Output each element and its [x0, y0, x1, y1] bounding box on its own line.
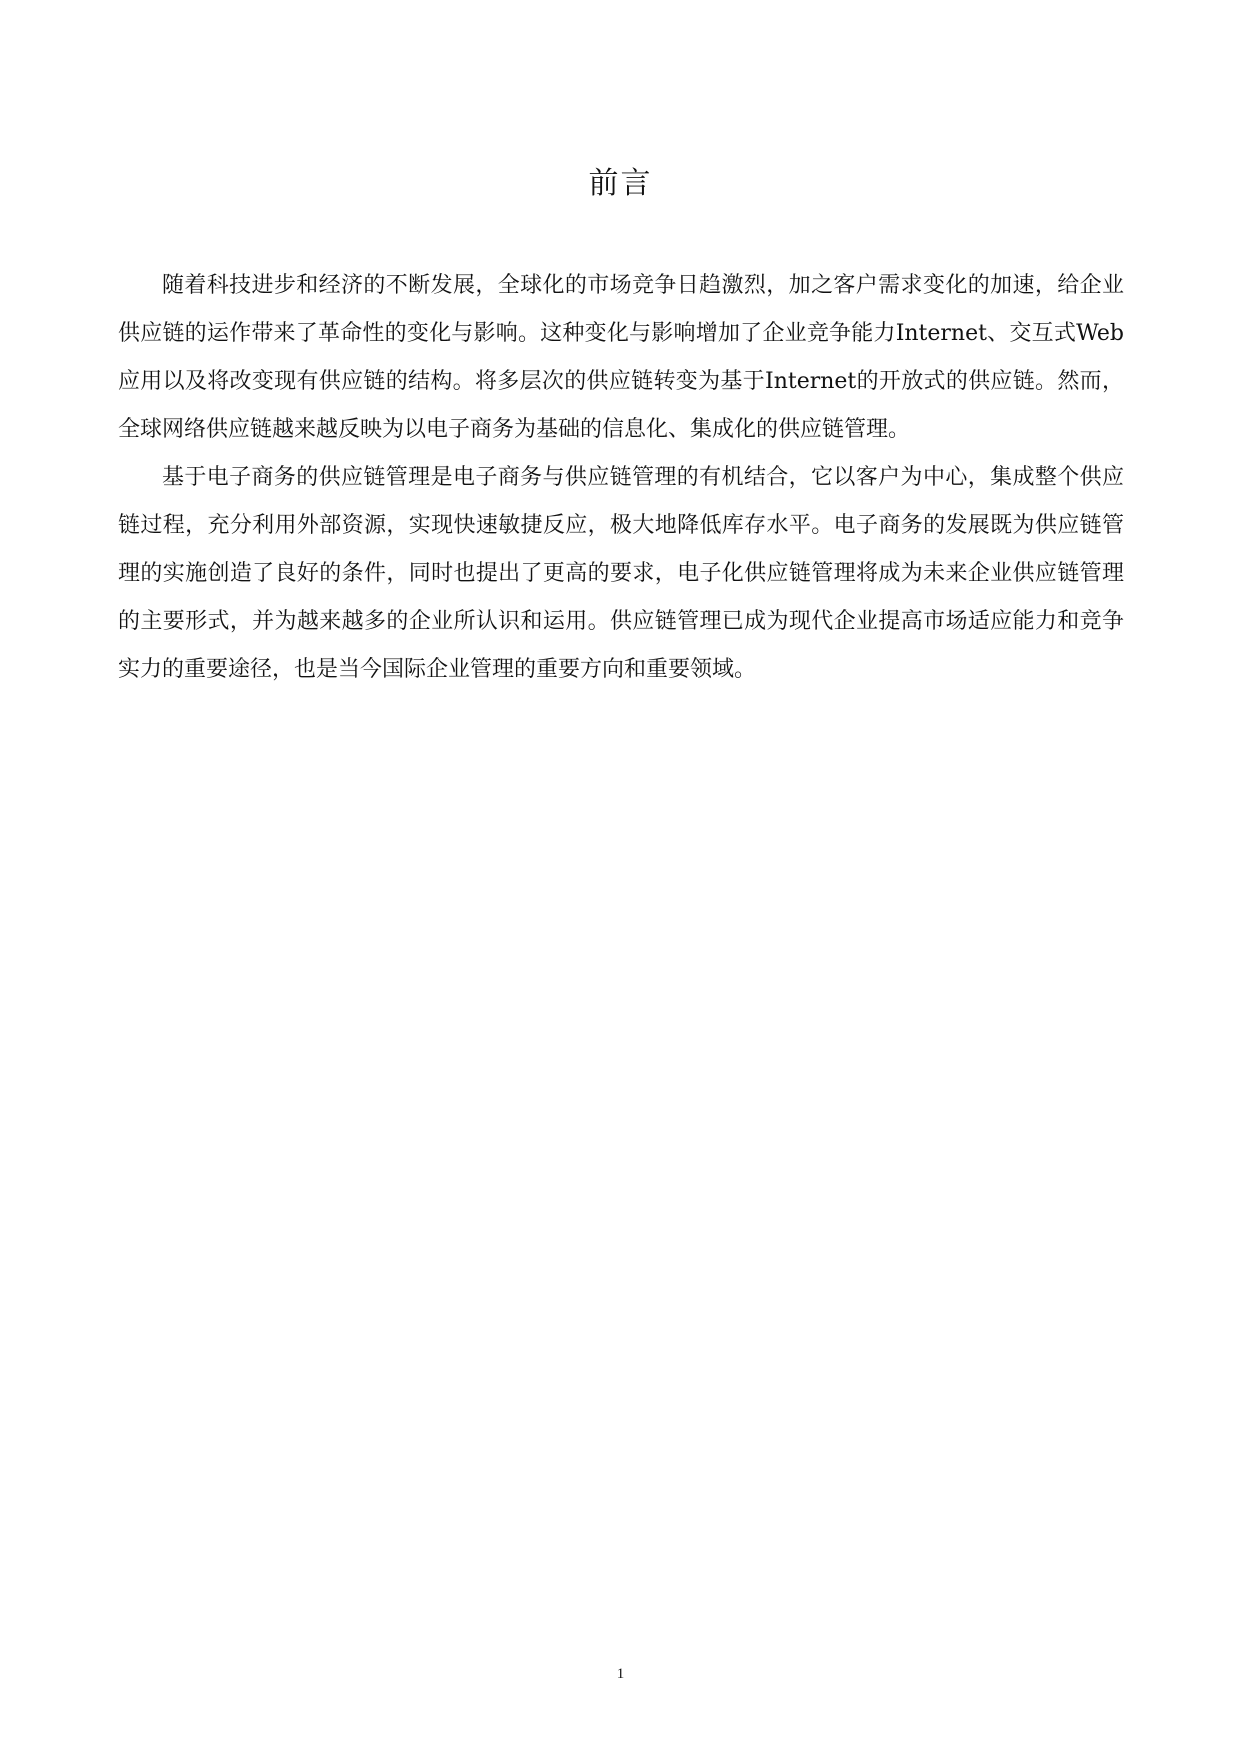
page-number: 1 [616, 1666, 625, 1682]
page-title: 前言 [588, 166, 653, 201]
paragraph-2: 基于电子商务的供应链管理是电子商务与供应链管理的有机结合，它以客户为中心，集成整个供应链过程，充分利用外部资源，实现快速敏捷反应，极大地降低库存水平。电子商务的发展既为供应链管理的实施创造了良好的条件，同时也提出了更高的要求，电子化供应链管理将成为未来企业供应链管理的主要形式，并为越来越多的企业所认识和运用。供应链管理已成为现代企业提高市场适应能力和竞争实力的重要途径，也是当今国际企业管理的重要方向和重要领域。 [118, 465, 1124, 682]
body-text [118, 262, 1124, 694]
paragraph-1: 随着科技进步和经济的不断发展，全球化的市场竞争日趋激烈，加之客户需求变化的加速，给企业供应链的运作带来了革命性的变化与影响。这种变化与影响增加了企业竞争能力Internet、交互式Web应用以及将改变现有供应链的结构。将多层次的供应链转变为基于Internet的开放式的供应链。然而，全球网络供应链越来越反映为以电子商务为基础的信息化、集成化的供应链管理。 [118, 273, 1124, 442]
